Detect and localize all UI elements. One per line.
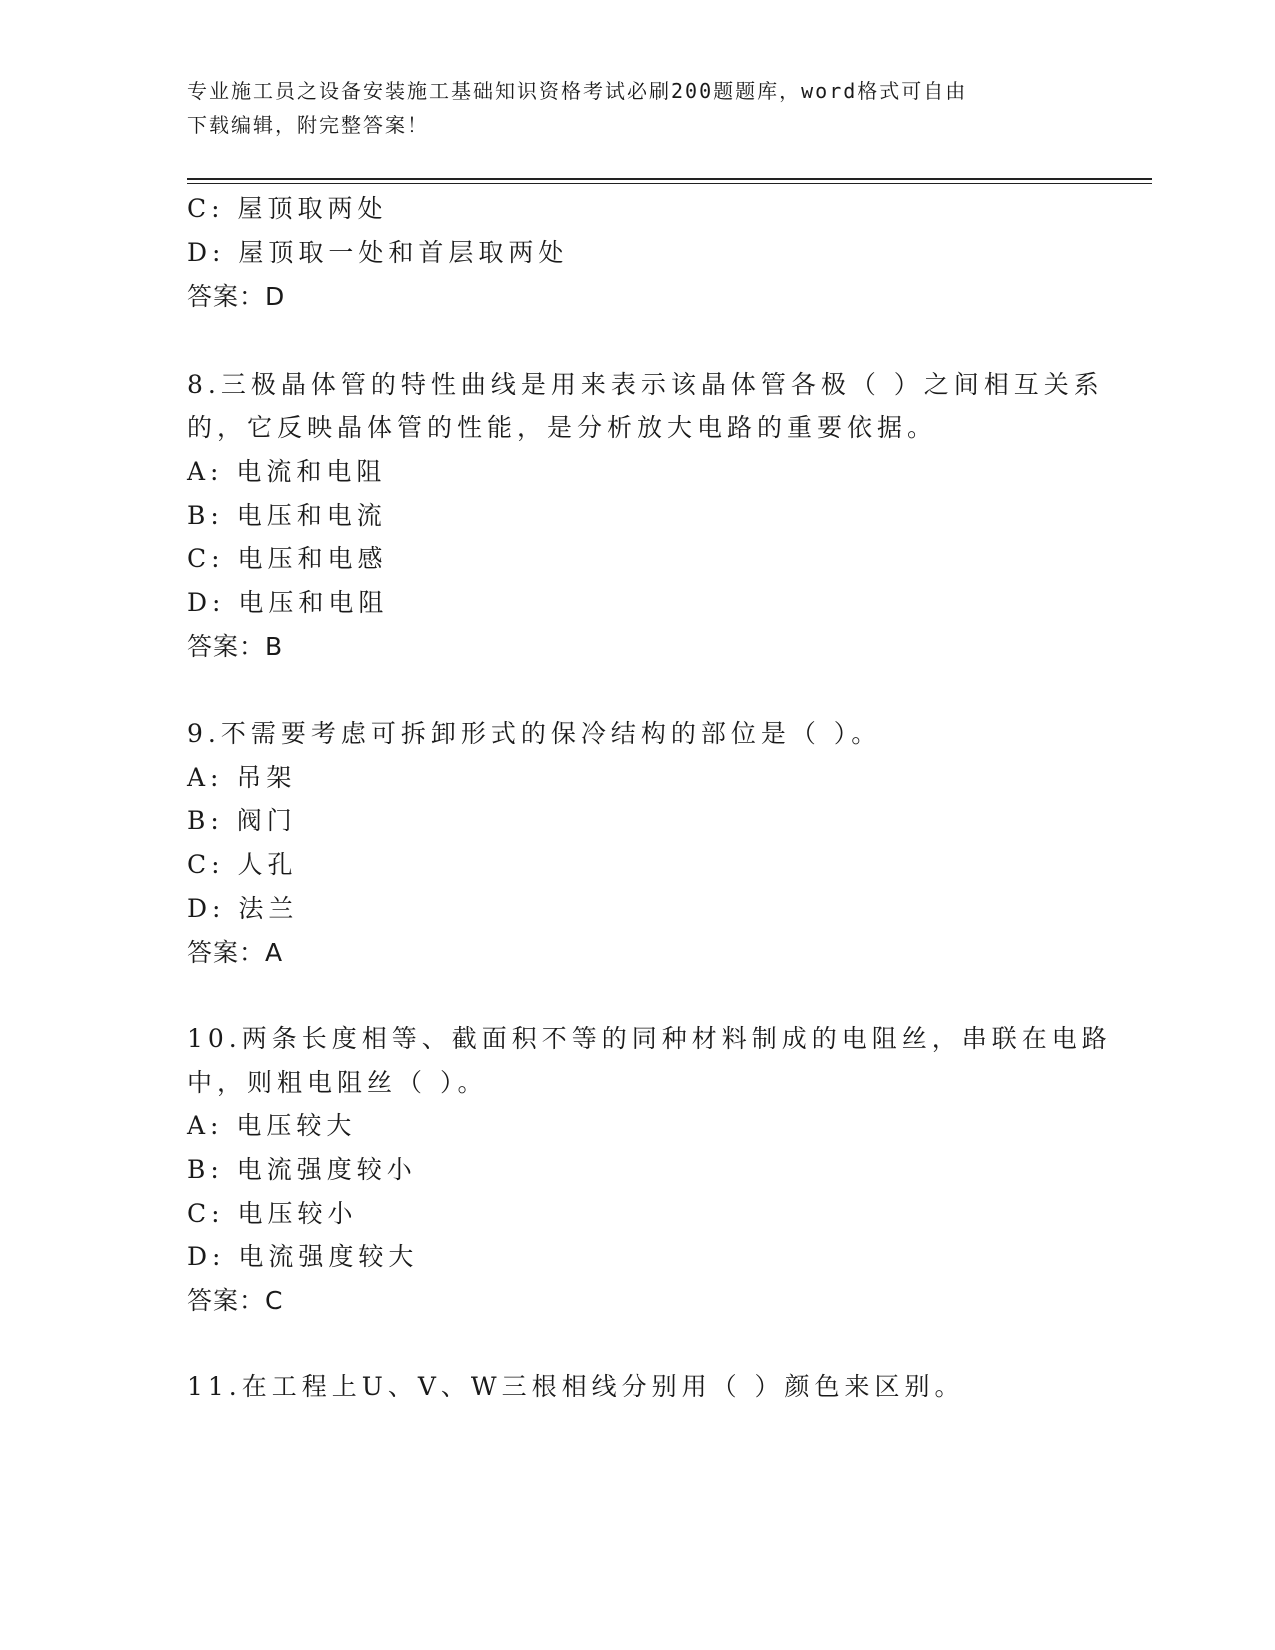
q9-stem-line-1: 9.不需要考虑可拆卸形式的保冷结构的部位是（ ）。 [187,719,882,748]
q10-answer: 答案：C [187,1286,284,1315]
q11-stem-line-1: 11.在工程上U、V、W三根相线分别用（ ）颜色来区别。 [187,1372,965,1401]
q8-option-d: D: 电压和电阻 [187,588,389,617]
header-line-2: 下载编辑，附完整答案！ [187,113,429,137]
q10-option-b: B: 电流强度较小 [187,1155,417,1184]
q8-option-b: B: 电压和电流 [187,501,387,530]
q8-stem-line-1: 8.三极晶体管的特性曲线是用来表示该晶体管各极（ ）之间相互关系 [187,370,1104,399]
prev-option-d: D: 屋顶取一处和首层取两处 [187,238,569,267]
q9-option-b: B: 阀门 [187,806,297,835]
q10-stem-line-1: 10.两条长度相等、截面积不等的同种材料制成的电阻丝，串联在电路 [187,1024,1112,1053]
header-divider-thin [187,183,1152,184]
q9-option-a: A: 吊架 [187,763,297,792]
prev-option-c: C: 屋顶取两处 [187,194,388,223]
q10-option-a: A: 电压较大 [187,1111,357,1140]
q10-stem-line-2: 中，则粗电阻丝（ ）。 [187,1068,488,1097]
q9-answer: 答案：A [187,938,284,967]
header-divider-thick [187,178,1152,180]
prev-answer: 答案：D [187,282,286,311]
q8-option-c: C: 电压和电感 [187,544,388,573]
q9-option-d: D: 法兰 [187,894,299,923]
document-header [187,74,1067,142]
q9-option-c: C: 人孔 [187,850,298,879]
q8-option-a: A: 电流和电阻 [187,457,387,486]
q10-option-d: D: 电流强度较大 [187,1242,419,1271]
header-line-1: 专业施工员之设备安装施工基础知识资格考试必刷200题题库，word格式可自由 [187,79,968,103]
q10-option-c: C: 电压较小 [187,1199,358,1228]
q8-answer: 答案：B [187,632,284,661]
q8-stem-line-2: 的，它反映晶体管的性能，是分析放大电路的重要依据。 [187,413,938,442]
